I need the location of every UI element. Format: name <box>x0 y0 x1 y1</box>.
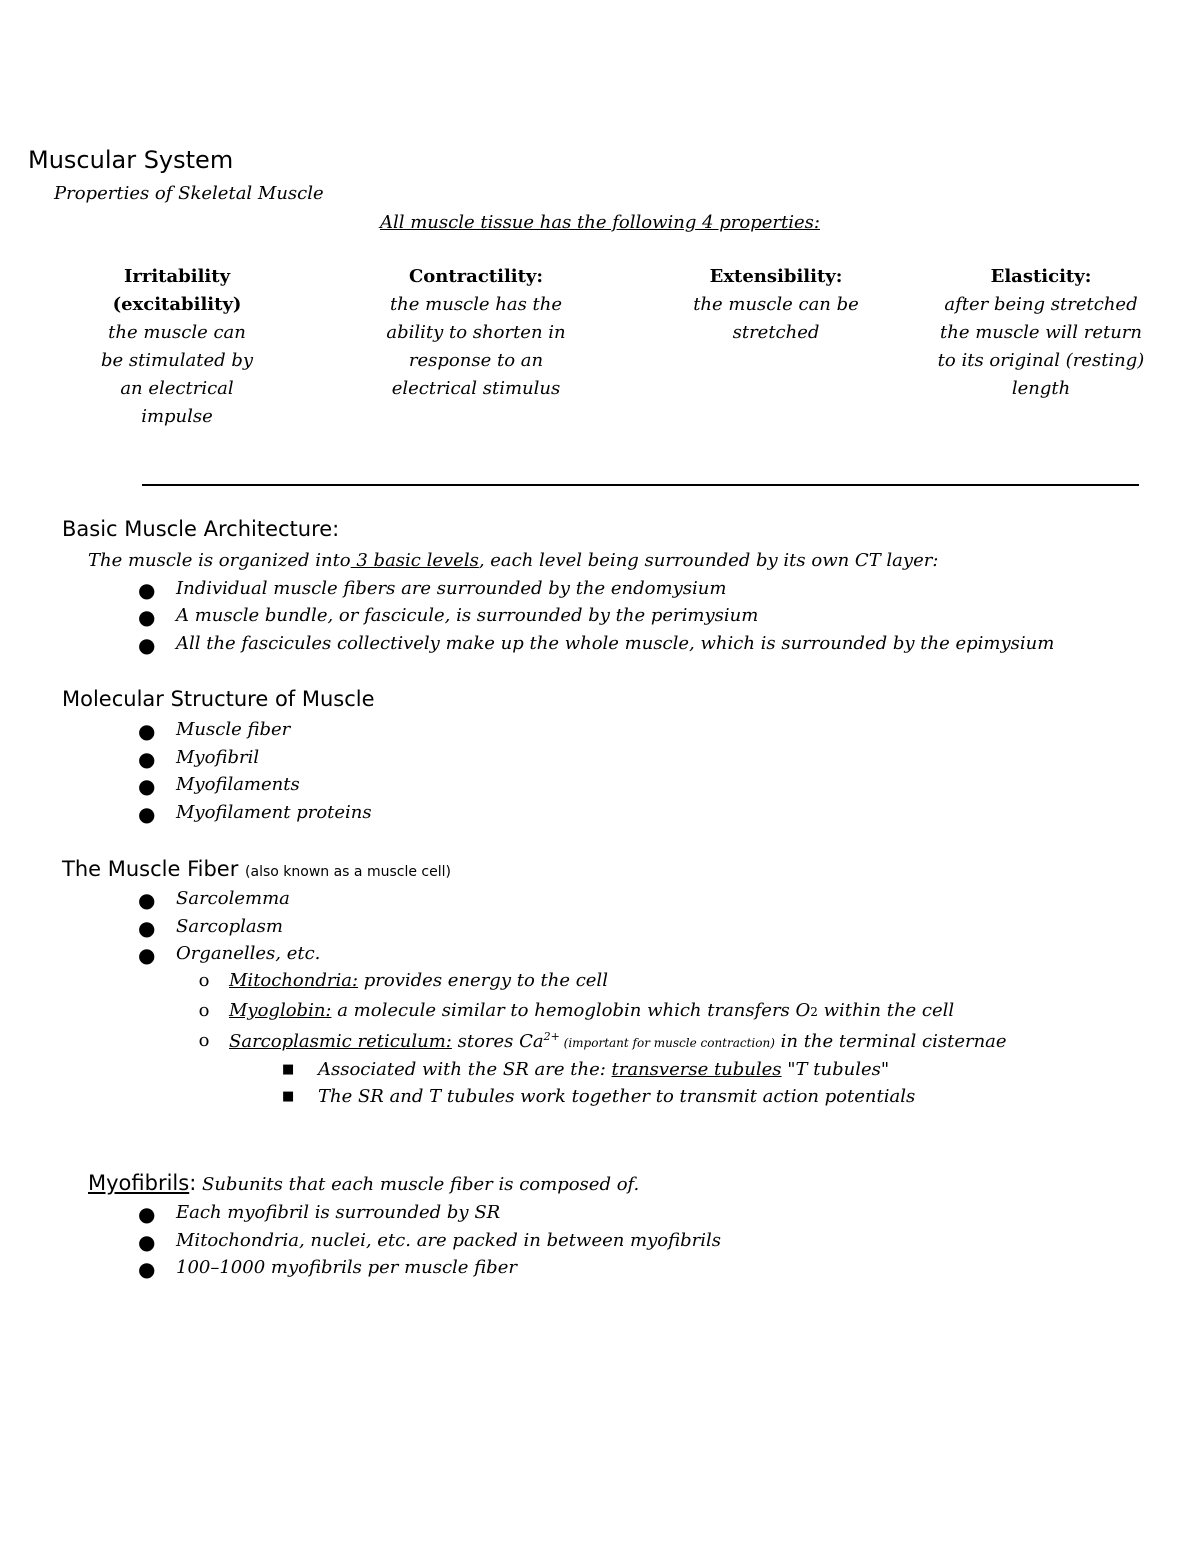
property-title-sub: (excitability) <box>112 294 242 315</box>
term-label: Myoglobin: <box>229 1000 332 1021</box>
property-desc: the muscle has the ability to shorten in response to an electrical stimulus <box>386 294 566 399</box>
property-title: Extensibility: <box>709 266 843 287</box>
list-item-text: Mitochondria, nuclei, etc. are packed in between myofibrils <box>176 1230 722 1251</box>
lead-text: , each level being surrounded by its own CT layer: <box>478 550 939 571</box>
item-text: The SR and T tubules work together to transmit action potentials <box>318 1086 916 1107</box>
term-text: a molecule similar to hemoglobin which transfers O <box>331 1000 811 1021</box>
list-item-text: Organelles, etc. <box>176 943 321 964</box>
property-extensibility <box>656 263 896 347</box>
architecture-lead <box>88 550 938 571</box>
list-item-text: Muscle fiber <box>176 719 291 740</box>
list-item-text: Myofibril <box>176 747 260 768</box>
myofibrils-label: Myofibrils <box>88 1171 190 1195</box>
architecture-heading: Basic Muscle Architecture: <box>62 517 340 541</box>
property-title: Irritability <box>123 266 231 287</box>
term-text: within the cell <box>817 1000 955 1021</box>
circle-bullet-icon: o <box>198 970 210 991</box>
property-elasticity <box>926 263 1156 403</box>
term-label: Mitochondria: <box>229 970 359 991</box>
bullet-icon: ● <box>138 1230 156 1254</box>
myofibrils-lead: Subunits that each muscle fiber is composed of. <box>196 1174 640 1195</box>
subscript: 2 <box>810 1005 818 1019</box>
fiber-heading-note: (also known as a muscle cell) <box>245 864 451 880</box>
bullet-icon: ● <box>138 605 156 629</box>
list-item-text: Each myofibril is surrounded by SR <box>176 1202 501 1223</box>
intro-line: All muscle tissue has the following 4 properties: <box>380 212 820 233</box>
property-title: Contractility: <box>408 266 544 287</box>
property-contractility <box>356 263 596 403</box>
bullet-icon: ● <box>138 747 156 771</box>
bullet-icon: ● <box>138 719 156 743</box>
bullet-icon: ● <box>138 916 156 940</box>
property-desc: the muscle can be stretched <box>693 294 859 343</box>
property-irritability <box>57 263 297 431</box>
item-text: Associated with the SR are the: <box>318 1059 612 1080</box>
list-item-text: Sarcolemma <box>176 888 290 909</box>
superscript: 2+ <box>543 1030 560 1043</box>
square-bullet-icon: ■ <box>282 1089 295 1104</box>
molecular-heading: Molecular Structure of Muscle <box>62 687 375 711</box>
bullet-icon: ● <box>138 1202 156 1226</box>
term-text: provides energy to the cell <box>358 970 608 991</box>
bullet-icon: ● <box>138 888 156 912</box>
square-bullet-icon: ■ <box>282 1062 295 1077</box>
circle-bullet-icon: o <box>198 1000 210 1021</box>
list-item-text: Myofilament proteins <box>176 802 372 823</box>
term-label: Sarcoplasmic reticulum: <box>229 1031 452 1052</box>
bullet-icon: ● <box>138 774 156 798</box>
property-title: Elasticity: <box>990 266 1092 287</box>
circle-bullet-icon: o <box>198 1030 210 1051</box>
list-item-text: Sarcoplasm <box>176 916 283 937</box>
property-desc: after being stretched the muscle will return to its original (resting) length <box>937 294 1145 399</box>
page-title: Muscular System <box>28 146 234 174</box>
list-item-text: A muscle bundle, or fascicule, is surrounded by the perimysium <box>176 605 759 626</box>
term-text: stores Ca <box>451 1031 544 1052</box>
list-item-text: Myofilaments <box>176 774 300 795</box>
item-underlined: transverse tubules <box>611 1059 782 1080</box>
property-desc: the muscle can be stimulated by an electrical impulse <box>100 322 254 427</box>
fiber-heading <box>62 857 451 881</box>
list-item-text: Individual muscle fibers are surrounded by the endomysium <box>176 578 727 599</box>
myofibrils-heading <box>88 1171 639 1195</box>
section-divider <box>142 484 1139 486</box>
bullet-icon: ● <box>138 633 156 657</box>
term-note: (important for muscle contraction) <box>559 1036 775 1050</box>
bullet-icon: ● <box>138 1257 156 1281</box>
lead-underlined: 3 basic levels <box>350 550 479 571</box>
lead-text: The muscle is organized into <box>88 550 351 571</box>
bullet-icon: ● <box>138 943 156 967</box>
myofibrils-colon: : <box>189 1171 197 1195</box>
list-item-text: All the fascicules collectively make up the whole muscle, which is surrounded by the epimysium <box>176 633 1055 654</box>
subtitle: Properties of Skeletal Muscle <box>54 183 324 204</box>
bullet-icon: ● <box>138 802 156 826</box>
bullet-icon: ● <box>138 578 156 602</box>
list-item-text: 100–1000 myofibrils per muscle fiber <box>176 1257 517 1278</box>
term-text: in the terminal cisternae <box>774 1031 1007 1052</box>
fiber-heading-text: The Muscle Fiber <box>62 857 239 881</box>
item-text: "T tubules" <box>781 1059 890 1080</box>
